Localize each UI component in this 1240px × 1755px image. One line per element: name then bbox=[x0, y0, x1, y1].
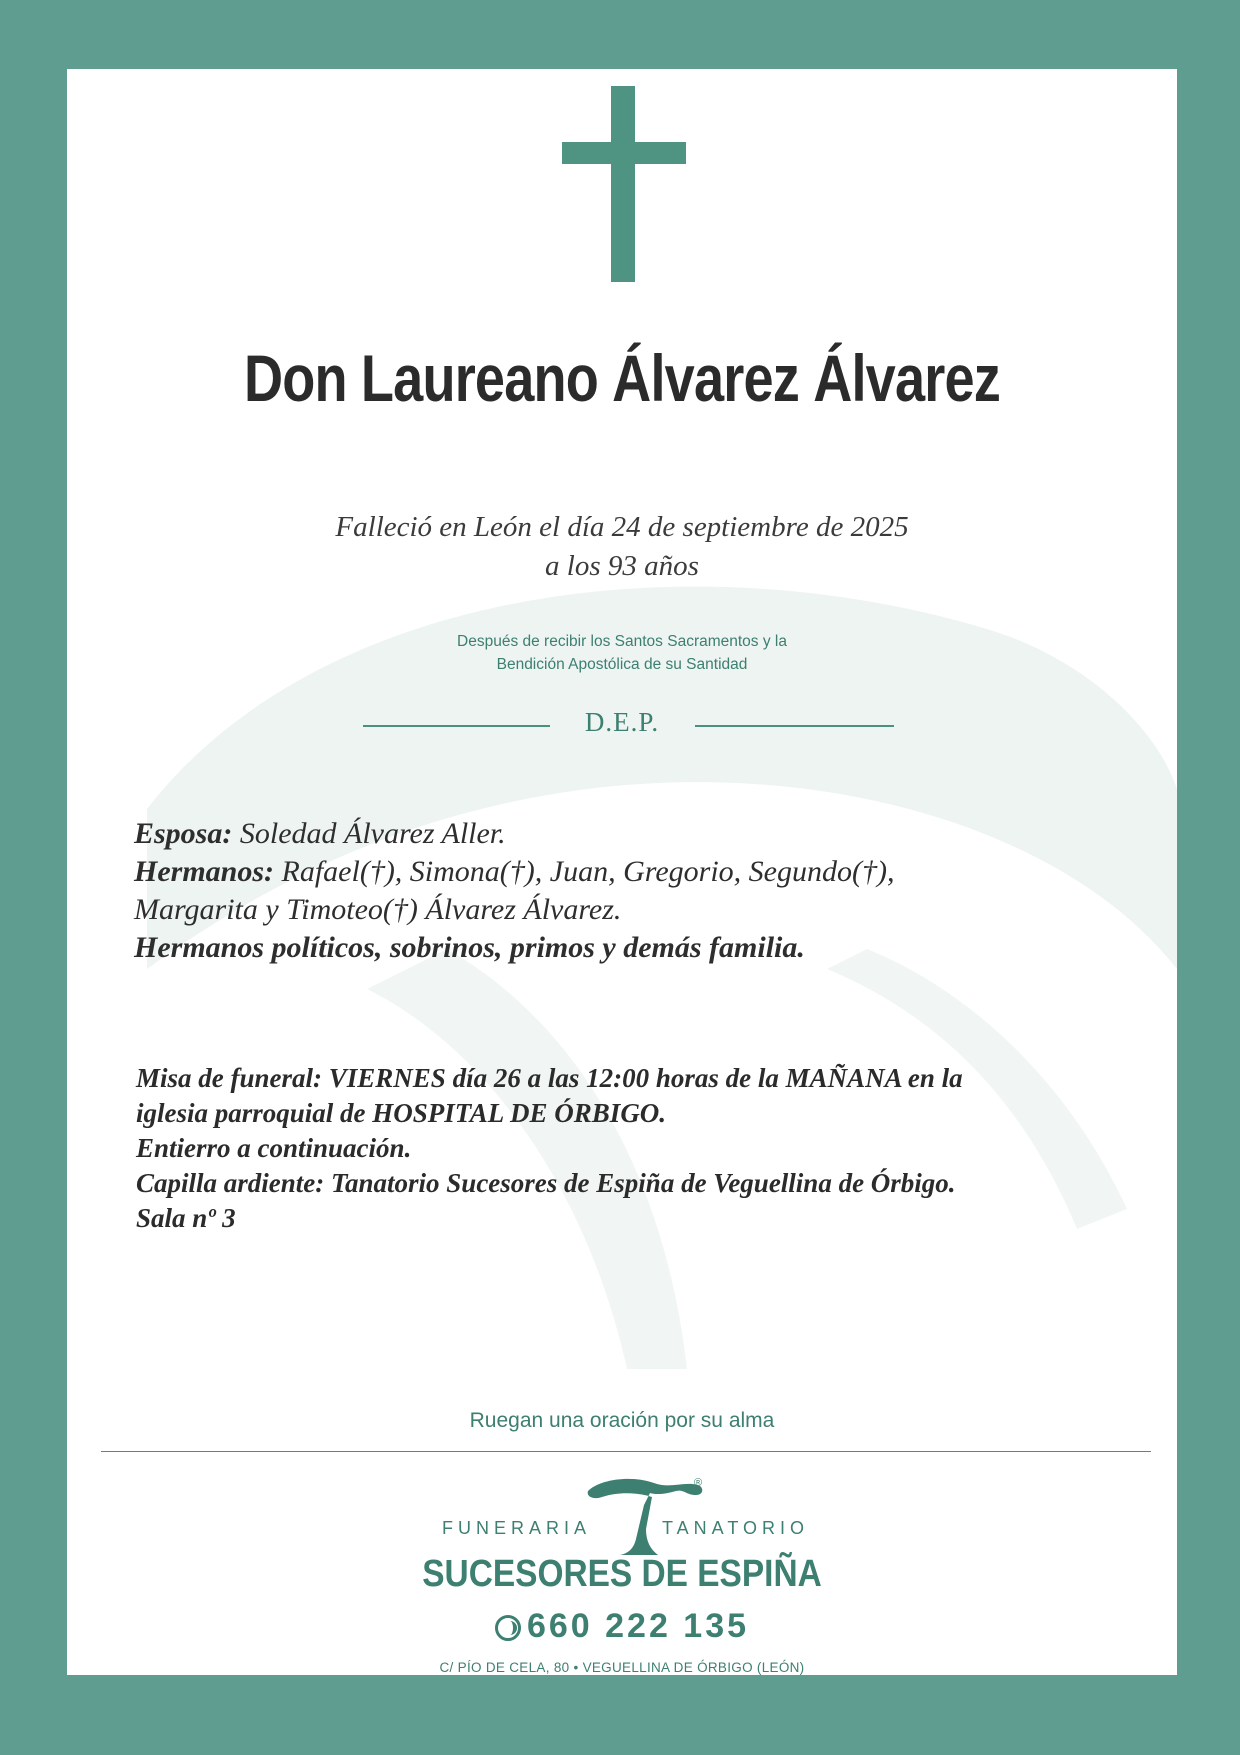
death-date-line: Falleció en León el día 24 de septiembre de 2025 bbox=[335, 511, 909, 543]
phone-line bbox=[67, 1607, 1177, 1646]
latin-cross-icon bbox=[562, 86, 686, 282]
phone-icon bbox=[495, 1615, 521, 1641]
company-address: C/ PÍO DE CELA, 80 • VEGUELLINA DE ÓRBIGO (LEÓN) bbox=[439, 1660, 805, 1675]
funeral-line-4: Capilla ardiente: Tanatorio Sucesores de Espiña de Veguellina de Órbigo. bbox=[136, 1168, 956, 1198]
siblings-line-2 bbox=[134, 891, 1134, 929]
sacraments-line-1: Después de recibir los Santos Sacramentos y la bbox=[457, 633, 787, 650]
funeral-line-1: Misa de funeral: VIERNES día 26 a las 12:00 horas de la MAÑANA en la bbox=[136, 1063, 963, 1093]
funeral-line-2: iglesia parroquial de HOSPITAL DE ÓRBIGO. bbox=[136, 1098, 667, 1128]
obituary-page bbox=[67, 69, 1177, 1675]
prayer-request: Ruegan una oración por su alma bbox=[469, 1409, 775, 1432]
divider-left bbox=[363, 725, 550, 727]
funeral-line-3: Entierro a continuación. bbox=[136, 1133, 412, 1163]
other-family: Hermanos políticos, sobrinos, primos y demás familia. bbox=[134, 931, 805, 964]
registered-mark: ® bbox=[694, 1477, 703, 1489]
funeraria-label: FUNERARIA bbox=[442, 1518, 592, 1538]
spouse-label: Esposa: bbox=[134, 817, 233, 850]
funeral-line-5: Sala nº 3 bbox=[136, 1203, 236, 1233]
deceased-name: Don Laureano Álvarez Álvarez bbox=[243, 341, 1001, 415]
dep-label: D.E.P. bbox=[584, 707, 660, 737]
tanatorio-label: TANATORIO bbox=[662, 1518, 810, 1538]
siblings-label: Hermanos: bbox=[134, 855, 275, 888]
company-name: SUCESORES DE ESPIÑA bbox=[422, 1553, 822, 1595]
age-line: a los 93 años bbox=[545, 550, 699, 582]
family-section bbox=[134, 815, 1134, 967]
siblings-line bbox=[134, 853, 1134, 891]
siblings-value-2: Margarita y Timoteo(†) Álvarez Álvarez. bbox=[134, 893, 622, 926]
sacraments-line-2: Bendición Apostólica de su Santidad bbox=[496, 656, 748, 673]
siblings-value-1: Rafael(†), Simona(†), Juan, Gregorio, Segundo(†), bbox=[281, 855, 895, 888]
phone-number: 660 222 135 bbox=[526, 1607, 750, 1645]
spouse-line bbox=[134, 815, 1134, 853]
divider-right bbox=[695, 725, 894, 727]
spouse-value: Soledad Álvarez Aller. bbox=[239, 817, 506, 850]
footer-divider bbox=[101, 1451, 1151, 1452]
funeral-home-logo-icon bbox=[580, 1469, 710, 1555]
funeral-details bbox=[136, 1061, 1146, 1236]
